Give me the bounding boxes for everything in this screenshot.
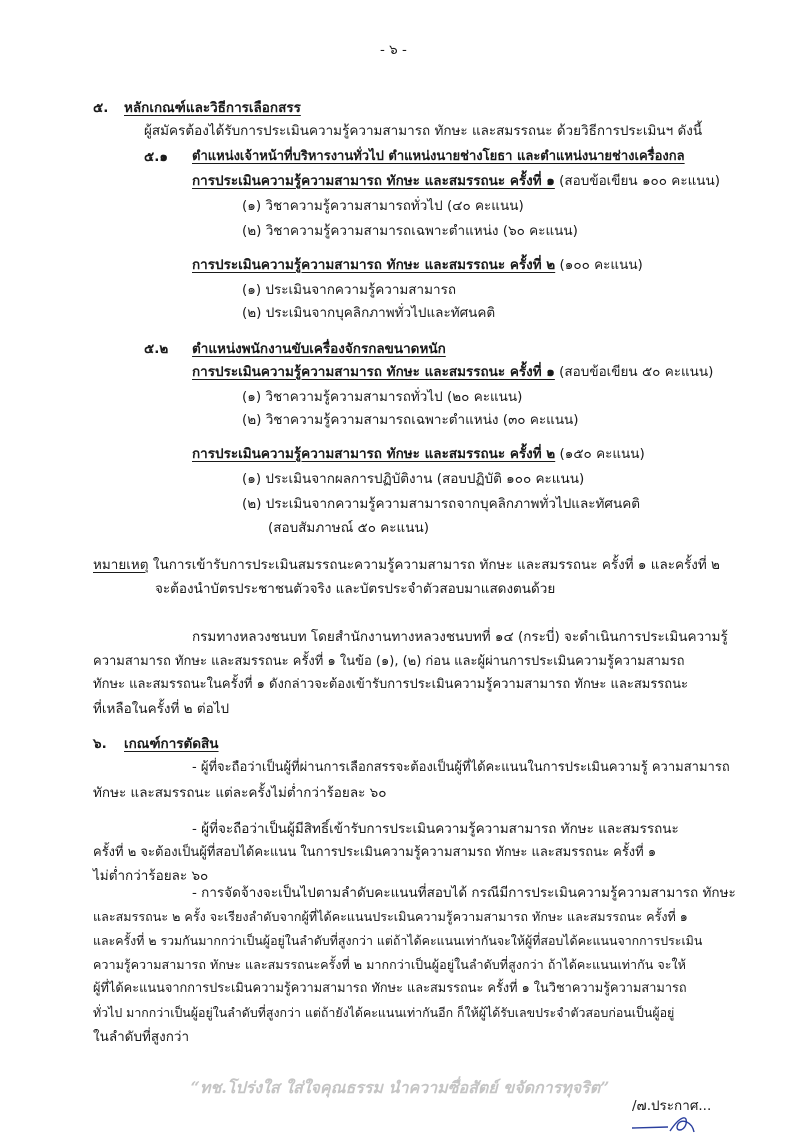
continuation-note: /๗.ประกาศ... (632, 1098, 712, 1114)
dept-para-line-3: ทักษะ และสมรรถนะในครั้งที่ ๑ ดังกล่าวจะต้องเข้ารับการประเมินความรู้ความสามารถ ทักษะ และสมรรถนะ (93, 677, 689, 692)
s6-p1-line-1: - ผู้ที่จะถือว่าเป็นผู้ที่ผ่านการเลือกสรรจะต้องเป็นผู้ที่ได้คะแนนในการประเมินความรู้ ความสามารถ (192, 760, 730, 775)
s52-round1-title: การประเมินความรู้ความสามารถ ทักษะ และสมรรถนะ ครั้งที่ ๑ (192, 364, 555, 380)
section5-title: หลักเกณฑ์และวิธีการเลือกสรร (124, 100, 301, 116)
dept-para-line-2: ความสามารถ ทักษะ และสมรรถนะ ครั้งที่ ๑ ในข้อ (๑), (๒) ก่อน และผู้ผ่านการประเมินความรู้ความสามรถ (93, 654, 685, 669)
section5-intro: ผู้สมัครต้องได้รับการประเมินความรู้ความสามารถ ทักษะ และสมรรถนะ ด้วยวิธีการประเมินฯ ดังนี้ (144, 123, 703, 139)
s52-round2-item-1: (๑) ประเมินจากผลการปฏิบัติงาน (สอบปฏิบัติ ๑๐๐ คะแนน) (242, 471, 585, 487)
s52-number: ๕.๒ (144, 341, 169, 357)
s52-round2-note: (๑๕๐ คะแนน) (555, 446, 645, 462)
s52-round2-item-2: (๒) ประเมินจากความรู้ความสามารถจากบุคลิกภาพทั่วไปและทัศนคติ (242, 496, 641, 512)
signature-mark (628, 1112, 708, 1134)
s52-round2 (192, 444, 645, 464)
dept-para-line-4: ที่เหลือในครั้งที่ ๒ ต่อไป (93, 701, 230, 717)
s6-p3-line-3: และครั้งที่ ๒ รวมกันมากกว่าเป็นผู้อยู่ในลำดับที่สูงกว่า แต่ถ้าได้คะแนนเท่ากันจะให้ผู้ที่สอบได้คะแนนจากการประเมิน (93, 933, 703, 948)
signature-stroke (632, 1118, 694, 1132)
s52-title: ตำแหน่งพนักงานขับเครื่องจักรกลขนาดหนัก (192, 341, 446, 357)
s52-round1 (192, 362, 713, 382)
remark-label: หมายเหตุ (93, 557, 149, 573)
s6-p3-line-5: ผู้ที่ได้คะแนนจากการประเมินความรู้ความสามารถ ทักษะ และสมรรถนะ ครั้งที่ ๑ ในวิชาความรู้ความสามารถ (93, 981, 687, 996)
s6-p3-line-7: ในลำดับที่สูงกว่า (93, 1029, 190, 1045)
s51-round1-item-2: (๒) วิชาความรู้ความสามารถเฉพาะตำแหน่ง (๖๐ คะแนน) (242, 223, 578, 239)
page-number: - ๖ - (380, 42, 407, 58)
s51-number: ๕.๑ (144, 149, 168, 165)
dept-para-line-1: กรมทางหลวงชนบท โดยสำนักงานทางหลวงชนบทที่ ๑๔ (กระบี่) จะดำเนินการประเมินความรู้ (192, 629, 728, 645)
remark-line-2: จะต้องนำบัตรประชาชนตัวจริง และบัตรประจำตัวสอบมาแสดงตนด้วย (155, 581, 556, 597)
s6-p3-line-6: ทั่วไป มากกว่าเป็นผู้อยู่ในลำดับที่สูงกว่า แต่ถ้ายังได้คะแนนเท่ากันอีก ก็ให้ผู้ได้รับเลขประจำตัวสอบก่อนเป็นผู้อยู่ (93, 1005, 675, 1020)
s51-round1-title: การประเมินความรู้ความสามารถ ทักษะ และสมรรถนะ ครั้งที่ ๑ (192, 173, 555, 189)
remark-text: ในการเข้ารับการประเมินสมรรถนะความรู้ความสามารถ ทักษะ และสมรรถนะ ครั้งที่ ๑ และครั้งที่ ๒ (148, 557, 720, 573)
s6-p2-line-2: ครั้งที่ ๒ จะต้องเป็นผู้ที่สอบได้คะแนน ในการประเมินความรู้ความสามรถ ทักษะ และสมรรถนะ ครั้งที่ ๑ (93, 845, 657, 860)
s51-title: ตำแหน่งเจ้าหน้าที่บริหารงานทั่วไป ตำแหน่งนายช่างโยธา และตำแหน่งนายช่างเครื่องกล (192, 149, 685, 164)
slogan: “ทช.โปร่งใส ใส่ใจคุณธรรม นำความซื่อสัตย์ ขจัดการทุจริต” (190, 1078, 610, 1097)
s52-round1-item-1: (๑) วิชาความรู้ความสามารถทั่วไป (๒๐ คะแนน) (242, 389, 523, 405)
s51-round1 (192, 171, 720, 191)
s51-round1-item-1: (๑) วิชาความรู้ความสามารถทั่วไป (๔๐ คะแนน) (242, 198, 524, 214)
s6-p2-line-3: ไม่ต่ำกว่าร้อยละ ๖๐ (93, 868, 209, 884)
s51-round2-item-2: (๒) ประเมินจากบุคลิกภาพทั่วไปและทัศนคติ (242, 305, 496, 321)
section5-number: ๕. (93, 100, 109, 116)
remark-line-1 (93, 555, 720, 575)
s51-round2-title: การประเมินความรู้ความสามารถ ทักษะ และสมรรถนะ ครั้งที่ ๒ (192, 257, 556, 273)
s51-round2 (192, 255, 643, 275)
s52-round1-note: (สอบข้อเขียน ๕๐ คะแนน) (554, 364, 714, 380)
section6-title: เกณฑ์การตัดสิน (124, 736, 219, 752)
s51-round1-note: (สอบข้อเขียน ๑๐๐ คะแนน) (554, 173, 720, 189)
s6-p3-line-1: - การจัดจ้างจะเป็นไปตามลำดับคะแนนที่สอบได้ กรณีมีการประเมินความรู้ความสามารถ ทักษะ (192, 885, 736, 901)
s51-round2-note: (๑๐๐ คะแนน) (555, 257, 643, 273)
s52-round2-item-2-cont: (สอบสัมภาษณ์ ๕๐ คะแนน) (268, 520, 429, 536)
s52-round1-item-2: (๒) วิชาความรู้ความสามารถเฉพาะตำแหน่ง (๓๐ คะแนน) (242, 412, 579, 428)
s6-p3-line-4: ความรู้ความสามารถ ทักษะ และสมรรถนะครั้งที่ ๒ มากกว่าเป็นผู้อยู่ในลำดับที่สูงกว่า ถ้าได้คะแนนเท่ากัน จะให้ (93, 957, 686, 972)
section6-number: ๖. (93, 736, 107, 752)
s6-p1-line-2: ทักษะ และสมรรถนะ แต่ละครั้งไม่ต่ำกว่าร้อยละ ๖๐ (93, 785, 387, 801)
s51-round2-item-1: (๑) ประเมินจากความรู้ความสามารถ (242, 282, 457, 298)
s6-p2-line-1: - ผู้ที่จะถือว่าเป็นผู้มีสิทธิ์เข้ารับการประเมินความรู้ความสามารถ ทักษะ และสมรรถนะ (192, 821, 679, 837)
s6-p3-line-2: และสมรรถนะ ๒ ครั้ง จะเรียงลำดับจากผู้ที่ได้คะแนนประเมินความรู้ความสามารถ ทักษะ และสมรรถนะ ครั้งที่ ๑ (93, 909, 688, 924)
s52-round2-title: การประเมินความรู้ความสามารถ ทักษะ และสมรรถนะ ครั้งที่ ๒ (192, 446, 556, 462)
